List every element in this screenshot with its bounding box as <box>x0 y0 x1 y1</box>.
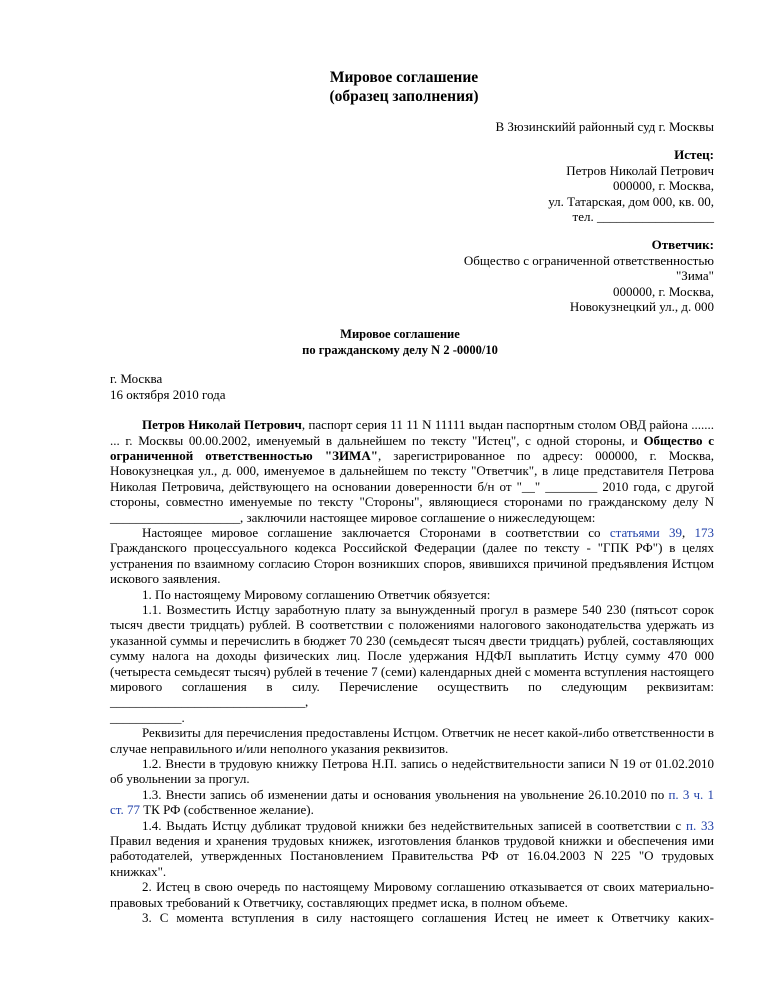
clause-1-1: 1.1. Возместить Истцу заработную плату за вынужденный прогул в размере 540 230 (пятьсот сорок тысяч двести тридцать) рублей. В соответствии с положениями налогового законодательства удержать из указанной суммы и перечислить в бюджет 70 230 (семьдесят тысяч двести тридцать) рублей, составляющих сумму налога на доходы физических лиц. После удержания НДФЛ выплатить Истцу сумму 470 000 (четыреста семьдесят тысяч) рублей в течение 7 (семи) календарных дней с момента вступления настоящего мирового соглашения в силу. Перечисление осуществить по следующим реквизитам: ______________________________, <box>110 601 714 710</box>
defendant-line-2: "Зима" <box>676 268 714 284</box>
clause-1-4-text-1: 1.4. Выдать Истцу дубликат трудовой книжки без недействительных записей в соответствии с <box>142 817 686 833</box>
place-date <box>110 371 714 402</box>
basis-text-1: Настоящее мировое соглашение заключается Сторонами в соответствии со <box>142 524 610 540</box>
clause-1-3-text-1: 1.3. Внести запись об изменении даты и основания увольнения на увольнение 26.10.2010 по <box>142 786 669 802</box>
document-title <box>94 68 714 106</box>
plaintiff-name: Петров Николай Петрович <box>566 162 714 178</box>
basis-sep: , <box>681 524 695 540</box>
clause-1-4 <box>110 818 714 880</box>
clause-1-2: 1.2. Внести в трудовую книжку Петрова Н.П. запись о недействительности записи N 19 от 01.02.2010 об увольнении за прогул. <box>110 756 714 787</box>
link-tk-77[interactable]: п. 3 ч. 1 ст. 77 <box>110 786 714 818</box>
plaintiff-address-1: 000000, г. Москва, <box>613 178 714 194</box>
agreement-title-2: по гражданскому делу N 2 -0000/10 <box>302 342 498 357</box>
defendant-address-1: 000000, г. Москва, <box>613 283 714 299</box>
link-rules-33[interactable]: п. 33 <box>685 817 714 833</box>
court-name: В Зюзинскийй районный суд г. Москвы <box>495 119 714 134</box>
title-line-2: (образец заполнения) <box>329 88 479 105</box>
document-page <box>110 68 714 926</box>
requisites-paragraph: Реквизиты для перечисления предоставлены Истцом. Ответчик не несет какой-либо ответственности в случае неправильного и/или неполного указания реквизитов. <box>110 725 714 756</box>
clause-1-4-text-2: Правил ведения и хранения трудовых книжек, изготовления бланков трудовой книжки и обеспечения ими работодателей, утвержденных Постановлением Правительства РФ от 16.04.2003 N 225 "О трудовых книжках". <box>110 833 714 879</box>
defendant-label: Ответчик: <box>651 237 714 253</box>
date: 16 октября 2010 года <box>110 386 226 402</box>
clause-2: 2. Истец в свою очередь по настоящему Мировому соглашению отказывается от своих материально-правовых требований к Ответчику, составляющих предмет иска, в полном объеме. <box>110 879 714 910</box>
defendant-line-1: Общество с ограниченной ответственностью <box>463 252 714 268</box>
plaintiff-label: Истец: <box>674 147 714 163</box>
agreement-title <box>86 327 714 358</box>
clause-1-1-blank: ___________. <box>110 709 185 725</box>
agreement-title-1: Мировое соглашение <box>340 327 460 342</box>
intro-paragraph <box>110 417 714 525</box>
link-article-173[interactable]: 173 <box>694 524 715 540</box>
basis-text-3: Гражданского процессуального кодекса Российской Федерации (далее по тексту - "ГПК РФ") в целях устранения по взаимному согласию Сторон возникших споров, явившихся причиной предъявления Истцом искового заявления. <box>110 540 714 587</box>
city: г. Москва <box>110 371 163 387</box>
plaintiff-block <box>110 147 714 224</box>
clause-1-3 <box>110 787 714 818</box>
basis-paragraph <box>110 525 714 587</box>
intro-org: Общество с ограниченной ответственностью "ЗИМА" <box>110 432 714 463</box>
plaintiff-phone: тел. __________________ <box>572 209 714 225</box>
plaintiff-address-2: ул. Татарская, дом 000, кв. 00, <box>548 193 714 209</box>
clause-3: 3. С момента вступления в силу настоящего соглашения Истец не имеет к Ответчику каких- <box>142 910 714 926</box>
title-line-1: Мировое соглашение <box>329 69 479 86</box>
intro-text-1: , паспорт серия 11 11 N 11111 выдан паспортным столом ОВД района ....... ... г. Москвы 00.00.2002, именуемый в дальнейшем по тексту "Истец", с одной стороны, и <box>110 417 715 448</box>
link-article-39[interactable]: статьями 39 <box>609 524 682 540</box>
defendant-address-2: Новокузнецкий ул., д. 000 <box>569 299 714 315</box>
intro-text-2: , зарегистрированное по адресу: 000000, г. Москва, Новокузнецкая ул., д. 000, именуемое в дальнейшем по тексту "Ответчик", в лице представителя Петрова Николая Петровича, действующего на основании доверенности б/н от "__" ________ 2010 года, с другой стороны, совместно именуемые по тексту "Стороны", являющиеся сторонами по гражданскому делу N ____________________, заключили настоящее мировое соглашение о нижеследующем: <box>110 447 714 525</box>
clause-1-3-text-2: ТК РФ (собственное желание). <box>139 802 314 818</box>
defendant-block <box>110 237 714 314</box>
clause-1: 1. По настоящему Мировому соглашению Ответчик обязуется: <box>142 586 491 602</box>
intro-name: Петров Николай Петрович <box>142 417 302 433</box>
